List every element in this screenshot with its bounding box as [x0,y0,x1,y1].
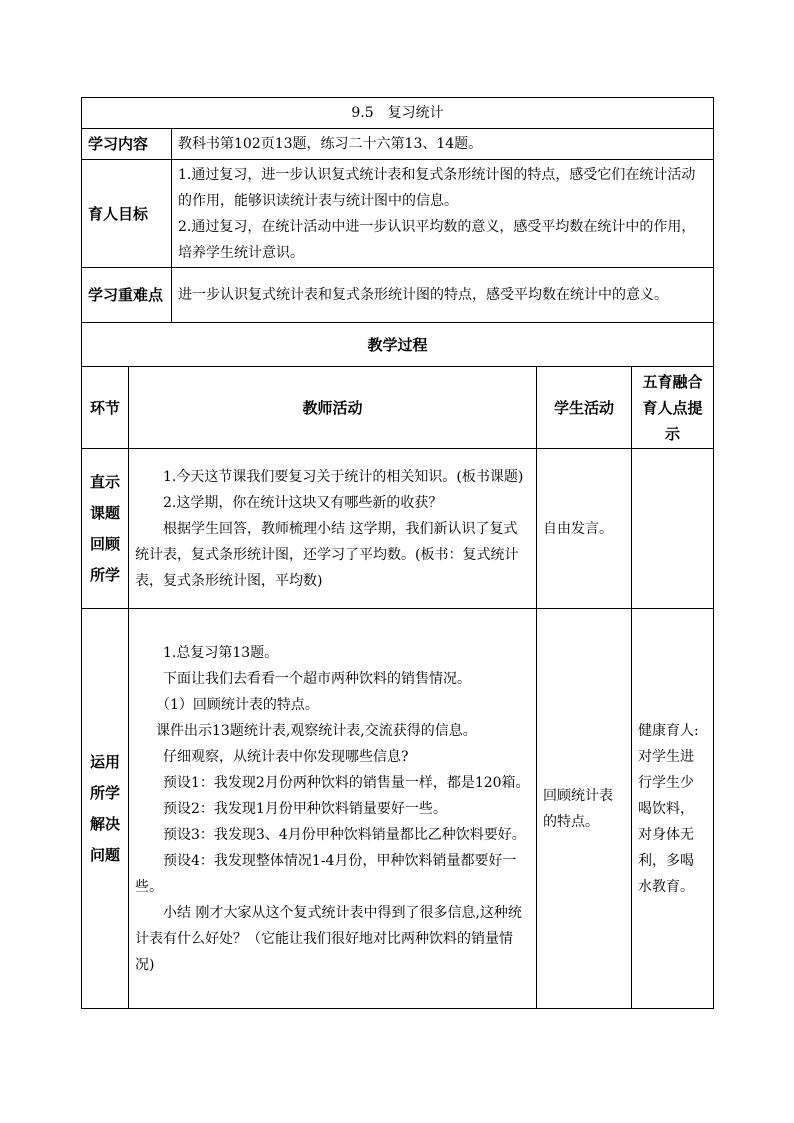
teacher-line: 仔细观察，从统计表中你发现哪些信息? [163,748,409,765]
stage-1-student: 自由发言。 [537,449,632,609]
goal-1: 1.通过复习，进一步认识复式统计表和复式条形统计图的特点，感受它们在统计活动的作用，能够识读统计表与统计图中的信息。 [178,166,696,209]
stage-2-teacher [129,609,537,1009]
teacher-line: 根据学生回答，教师梳理小结 这学期，我们新认识了复式统计表，复式条形统计图，还学习了平均数。(板书：复式统计表，复式条形统计图，平均数) [135,520,519,589]
label-goals: 育人目标 [82,160,172,268]
stage-2-label: 运用所学解决问题 [82,609,129,1009]
teacher-line: 预设1：我发现2月份两种饮料的销售量一样，都是120箱。 [163,774,530,791]
key-points-text: 进一步认识复式统计表和复式条形统计图的特点，感受平均数在统计中的意义。 [172,268,714,323]
stage-2-hint: 健康育人:对学生进行学生少喝饮料，对身体无利，多喝水教育。 [632,609,714,1009]
lesson-plan-table [81,97,714,1009]
stage-1-hint [632,449,714,609]
teacher-line: （1）回顾统计表的特点。 [156,696,319,713]
teacher-line: 1.总复习第13题。 [163,644,279,661]
content-text: 教科书第102页13题，练习二十六第13、14题。 [172,129,714,160]
header-teacher: 教师活动 [129,367,537,449]
process-title: 教学过程 [82,323,714,367]
teacher-line: 下面让我们去看看一个超市两种饮料的销售情况。 [163,670,471,687]
label-key-points: 学习重难点 [82,268,172,323]
label-content: 学习内容 [82,129,172,160]
teacher-line: 小结 刚才大家从这个复式统计表中得到了很多信息,这种统计表有什么好处？（它能让我们很好地对比两种饮料的销量情况) [135,904,522,973]
teacher-line: 预设2：我发现1月份甲种饮料销量要好一些。 [163,800,447,817]
stage-1-label: 直示课题回顾所学 [82,449,129,609]
goals-text [172,160,714,268]
teacher-line: 课件出示13题统计表,观察统计表,交流获得的信息。 [156,722,477,739]
header-stage: 环节 [82,367,129,449]
goal-2: 2.通过复习，在统计活动中进一步认识平均数的意义，感受平均数在统计中的作用，培养学生统计意识。 [178,218,696,261]
header-student: 学生活动 [537,367,632,449]
lesson-title: 9.5 复习统计 [82,98,714,129]
header-hint: 五育融合育人点提示 [632,367,714,449]
stage-2-student: 回顾统计表的特点。 [537,609,632,1009]
teacher-line: 1.今天这节课我们要复习关于统计的相关知识。(板书课题) [163,468,524,485]
lesson-plan [81,97,713,1009]
teacher-line: 2.这学期，你在统计这块又有哪些新的收获？ [163,494,443,511]
stage-1-teacher [129,449,537,609]
teacher-line: 预设4：我发现整体情况1-4月份，甲种饮料销量都要好一些。 [135,852,517,895]
teacher-line: 预设3：我发现3、4月份甲种饮料销量都比乙种饮料要好。 [163,826,526,843]
